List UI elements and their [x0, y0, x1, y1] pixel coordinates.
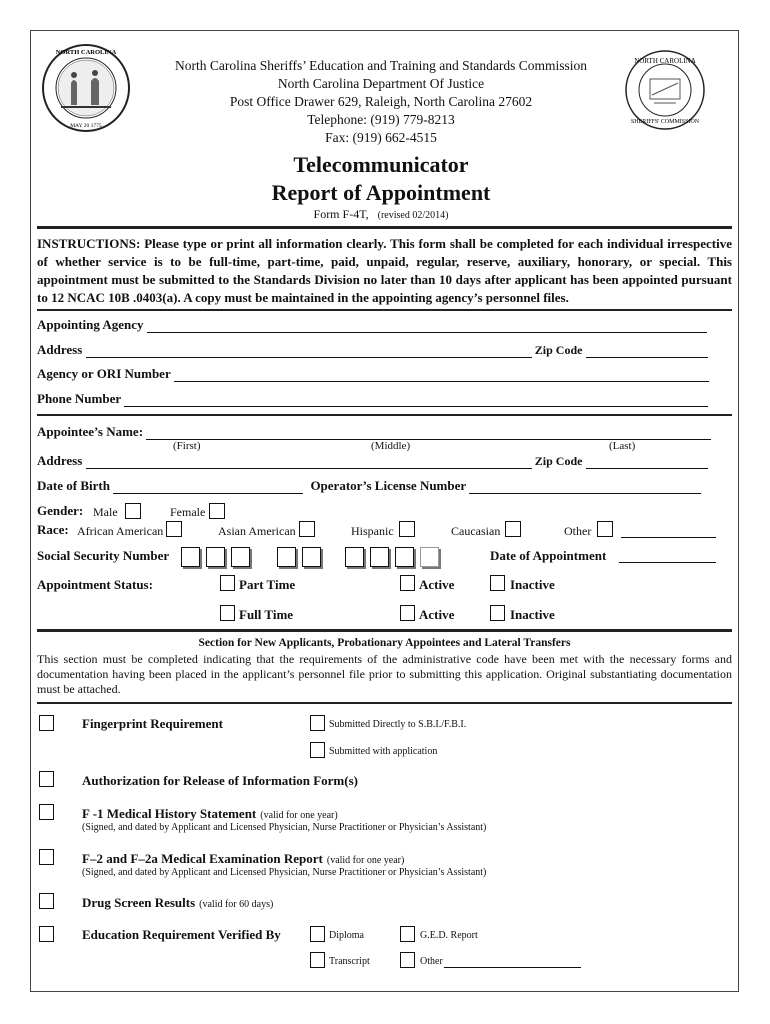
part-time-active-checkbox[interactable] — [400, 575, 415, 591]
agency-address-field[interactable] — [86, 343, 532, 358]
agency-ori-field[interactable] — [174, 367, 709, 382]
ssn-digit-box[interactable] — [181, 547, 200, 567]
submitted-sbi-checkbox[interactable] — [310, 715, 325, 731]
diploma-label: Diploma — [329, 930, 364, 941]
race-other-checkbox[interactable] — [597, 521, 613, 537]
female-checkbox[interactable] — [209, 503, 225, 519]
agency-header — [131, 57, 631, 147]
full-time-active-checkbox[interactable] — [400, 605, 415, 621]
appointing-agency-row: Appointing Agency — [37, 317, 707, 333]
race-asian-label: Asian American — [218, 524, 296, 538]
sheriffs-commission-seal-icon — [624, 49, 706, 131]
divider — [37, 226, 732, 229]
agency-phone-field[interactable] — [124, 392, 708, 407]
f2-medical-note: (Signed, and dated by Applicant and Licensed Physician, Nurse Practitioner or Physician’s Assistant) — [82, 867, 487, 878]
state-seal-icon — [41, 43, 131, 133]
male-label: Male — [93, 505, 118, 519]
submitted-app-checkbox[interactable] — [310, 742, 325, 758]
svg-text:NORTH CAROLINA: NORTH CAROLINA — [55, 49, 117, 56]
gender-label: Gender: — [37, 503, 84, 518]
svg-text:SHERIFFS' COMMISSION: SHERIFFS' COMMISSION — [630, 119, 700, 125]
f1-medical-note: (Signed, and dated by Applicant and Licensed Physician, Nurse Practitioner or Physician’s Assistant) — [82, 822, 487, 833]
instructions-text: INSTRUCTIONS: Please type or print all information clearly. This form shall be completed for each individual irrespective of whether service is to be full-time, part-time, paid, unpaid, regular, reserve, auxiliary, honorary, or special. This appointment must be submitted to the Standards Division no later than 10 days after applicant has been appointed pursuant to 12 NCAC 10B .0403(a). A copy must be maintained in the appointing agency’s personnel files. — [37, 236, 732, 305]
header-line-3: Post Office Drawer 629, Raleigh, North Carolina 27602 — [229, 94, 533, 109]
full-time-label: Full Time — [239, 607, 294, 622]
full-time-inactive-checkbox[interactable] — [490, 605, 505, 621]
f2-medical-checkbox[interactable] — [39, 849, 54, 865]
last-name-caption: (Last) — [609, 440, 636, 452]
part-time-label: Part Time — [239, 577, 296, 592]
race-label: Race: — [37, 522, 69, 537]
divider — [37, 629, 732, 632]
date-of-appointment-label: Date of Appointment — [490, 548, 607, 563]
f1-medical-checkbox[interactable] — [39, 804, 54, 820]
race-caucasian-checkbox[interactable] — [505, 521, 521, 537]
f1-medical-label: F -1 Medical History Statement (valid for one year) — [82, 806, 338, 821]
ssn-digit-box[interactable] — [231, 547, 250, 567]
appointee-name-row: Appointee’s Name: — [37, 424, 711, 440]
race-caucasian-label: Caucasian — [451, 524, 501, 538]
section-heading: Section for New Applicants, Probationary Appointees and Lateral Transfers — [198, 637, 571, 649]
transcript-label: Transcript — [329, 956, 370, 967]
race-african-label: African American — [77, 524, 164, 538]
divider — [37, 702, 732, 704]
authorization-label: Authorization for Release of Information Form(s) — [82, 773, 358, 788]
authorization-checkbox[interactable] — [39, 771, 54, 787]
full-time-inactive-label: Inactive — [510, 607, 555, 622]
race-african-checkbox[interactable] — [166, 521, 182, 537]
ged-checkbox[interactable] — [400, 926, 415, 942]
middle-name-caption: (Middle) — [371, 440, 411, 452]
header-line-5: Fax: (919) 662-4515 — [325, 130, 437, 145]
part-time-inactive-label: Inactive — [510, 577, 555, 592]
diploma-checkbox[interactable] — [310, 926, 325, 942]
dob-license-row: Date of Birth Operator’s License Number — [37, 478, 701, 494]
appointee-address-field[interactable] — [86, 454, 532, 469]
ssn-digit-box[interactable] — [370, 547, 389, 567]
part-time-active-label: Active — [419, 577, 455, 592]
education-checkbox[interactable] — [39, 926, 54, 942]
race-asian-checkbox[interactable] — [299, 521, 315, 537]
dob-field[interactable] — [113, 479, 303, 494]
full-time-checkbox[interactable] — [220, 605, 235, 621]
license-field[interactable] — [469, 479, 701, 494]
race-other-label: Other — [564, 524, 592, 538]
race-hispanic-label: Hispanic — [351, 524, 394, 538]
first-name-caption: (First) — [173, 440, 201, 452]
part-time-inactive-checkbox[interactable] — [490, 575, 505, 591]
education-other-checkbox[interactable] — [400, 952, 415, 968]
appointee-zip-field[interactable] — [586, 454, 708, 469]
ssn-digit-box[interactable] — [302, 547, 321, 567]
header-line-2: North Carolina Department Of Justice — [277, 76, 485, 91]
drug-screen-checkbox[interactable] — [39, 893, 54, 909]
male-checkbox[interactable] — [125, 503, 141, 519]
race-hispanic-checkbox[interactable] — [399, 521, 415, 537]
ged-label: G.E.D. Report — [420, 930, 478, 941]
transcript-checkbox[interactable] — [310, 952, 325, 968]
f2-medical-label: F–2 and F–2a Medical Examination Report (valid for one year) — [82, 851, 405, 866]
fingerprint-label: Fingerprint Requirement — [82, 716, 223, 731]
title-line-2: Report of Appointment — [271, 180, 491, 205]
divider — [37, 309, 732, 311]
divider — [37, 414, 732, 416]
agency-zip-field[interactable] — [586, 343, 708, 358]
ssn-digit-box[interactable] — [345, 547, 364, 567]
svg-text:MAY 20 1775: MAY 20 1775 — [70, 123, 102, 129]
section-text: This section must be completed indicating that the requirements of the administrative code have been met with the necessary forms and documentation having been placed in the applicant’s personnel file prior to submitting this application. Original substantiating documentation must be attached. — [37, 652, 732, 696]
ssn-digit-box[interactable] — [420, 547, 439, 567]
part-time-checkbox[interactable] — [220, 575, 235, 591]
fingerprint-checkbox[interactable] — [39, 715, 54, 731]
header-line-1: North Carolina Sheriffs’ Education and Training and Standards Commission — [175, 58, 587, 73]
title-line-1: Telecommunicator — [293, 152, 469, 177]
ssn-digit-box[interactable] — [395, 547, 414, 567]
form-number: Form F-4T, (revised 02/2014) — [313, 207, 449, 221]
full-time-active-label: Active — [419, 607, 455, 622]
agency-phone-row: Phone Number — [37, 391, 708, 407]
drug-screen-label: Drug Screen Results (valid for 60 days) — [82, 895, 274, 910]
agency-address-row: Address Zip Code — [37, 342, 708, 358]
appointment-status-label: Appointment Status: — [37, 577, 153, 592]
ssn-boxes[interactable] — [181, 547, 471, 571]
race-other-field[interactable] — [621, 523, 716, 538]
header-line-4: Telephone: (919) 779-8213 — [307, 112, 455, 127]
agency-ori-row: Agency or ORI Number — [37, 366, 709, 382]
education-label: Education Requirement Verified By — [82, 927, 281, 942]
submitted-sbi-label: Submitted Directly to S.B.I./F.B.I. — [329, 719, 467, 730]
form-title — [181, 151, 581, 207]
date-of-appointment-field[interactable] — [619, 547, 716, 563]
ssn-label: Social Security Number — [37, 548, 170, 563]
appointing-agency-field[interactable] — [147, 318, 707, 333]
female-label: Female — [170, 505, 206, 519]
ssn-digit-box[interactable] — [277, 547, 296, 567]
education-other-label: Other — [420, 956, 443, 967]
education-other-field[interactable] — [444, 955, 581, 968]
svg-text:NORTH CAROLINA: NORTH CAROLINA — [634, 57, 696, 65]
form-page — [30, 30, 739, 992]
ssn-digit-box[interactable] — [206, 547, 225, 567]
appointee-name-field[interactable] — [146, 425, 711, 440]
submitted-app-label: Submitted with application — [329, 746, 438, 757]
appointee-address-row: Address Zip Code — [37, 453, 708, 469]
